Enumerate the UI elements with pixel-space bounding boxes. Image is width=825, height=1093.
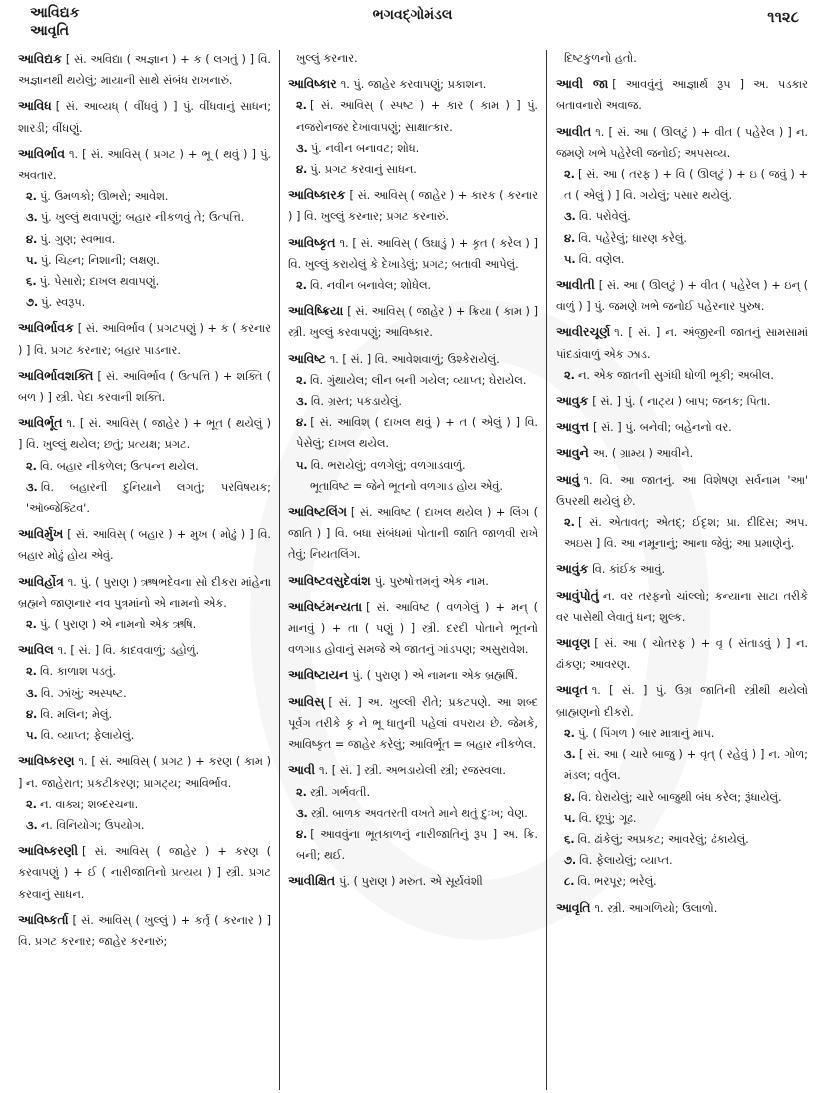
sense-text: પું. સ્વરૂપ. xyxy=(41,296,86,310)
definition: પું. ( પુરાણ ) મરુત. એ સૂર્યવંશી xyxy=(339,875,483,889)
guide-word-last: આવૃતિ xyxy=(30,23,69,39)
dictionary-entry xyxy=(556,274,808,317)
definition: [ સં. આવિસ્ ( ખુલ્લું ) + કર્તૃ ( કરનાર ) ] વિ. પ્રગટ કરનાર; જાહેર કરનારું; xyxy=(18,913,271,948)
definition: ૧. [ સં. ] વિ. આવેશવાળું; ઉશ્કેરાયેલું. xyxy=(329,352,500,366)
sense-text: વિ. વ્યાપ્ત; ફેલાયેલું. xyxy=(40,729,135,743)
headword: આવિષ્કાર xyxy=(288,76,337,92)
sense-text: વિ. ઝાંખું; અસ્પષ્ટ. xyxy=(40,686,127,700)
headword: આવિર્ભાવશક્તિ xyxy=(18,367,94,383)
usage-example: ભૂતાવિષ્ટ = જેને ભૂતનો વળગાડ હોય એવું. xyxy=(310,479,503,493)
sense xyxy=(296,159,538,180)
definition: [ સં. અવિદ્યા ( અજ્ઞાન ) + ક ( લગતું ) ] વિ. અજ્ઞાનથી થયેલું; માયાની સાથે સંબંધ રાખનારું. xyxy=(18,53,271,88)
dictionary-entry xyxy=(288,184,538,227)
definition: [ સં. આવિસ્ ( જાહેર ) + કરણ ( કરવાપણું ) + ઈ ( નારીજાતિનો પ્રત્યય ) ] સ્ત્રી. પ્રગટ કરવાનું સાધન. xyxy=(18,845,271,901)
dictionary-entry xyxy=(18,750,271,836)
sense-text: વિ. ભરપૂર; ભરેલું. xyxy=(577,875,657,889)
dictionary-entry xyxy=(18,571,271,636)
sense xyxy=(564,850,808,871)
sense-number: ૨. xyxy=(564,726,575,740)
sense-text: વિ. ફેલાયેલું; વ્યાપ્ત. xyxy=(579,854,673,868)
sense-text: વિ. વણેલ. xyxy=(578,252,625,266)
sense-number: ૪. xyxy=(26,232,38,246)
dictionary-entry xyxy=(556,897,808,919)
sense xyxy=(564,164,808,206)
sense xyxy=(564,787,808,808)
sense-number: ૭. xyxy=(26,296,39,310)
sense xyxy=(564,744,808,786)
headword: આવીતી xyxy=(556,277,595,293)
sense-text: [ સં. આ ( ચારે બાજુ ) + વૃત્ ( રહેવું ) ] ન. ગોળ; મંડલ; વર્તુલ. xyxy=(564,748,808,783)
headword: આવૃણ xyxy=(556,635,591,651)
definition: ૧. [ સં. ] ન. અંજીરની જાતનું સામસામાં પાંદડાંવાળું એક ઝાડ. xyxy=(556,326,808,361)
headword: આવિર્ભૂત xyxy=(18,415,63,431)
dictionary-entry xyxy=(288,759,538,866)
dictionary-entry xyxy=(556,469,808,555)
sense-text: વિ. ગુંથાયેલ; લીન બની ગયેલ; વ્યાપ્ત; ઘેરાયેલ. xyxy=(309,373,527,387)
sense-text: પું. ખુલ્લું થવાપણું; બહાર નીકળવું તે; ઉત્પત્તિ. xyxy=(40,211,245,225)
definition: [ સં. આવિષ્ટ ( દાખલ થયેલ ) + લિંગ ( જાતિ ) ] વિ. બધા સંબંધમાં પોતાની જાતિ જાળવી રાખે તેવું; નિયતલિંગ. xyxy=(288,506,538,562)
sense-number: ૨. xyxy=(26,618,37,632)
sense xyxy=(564,871,808,892)
sense-text: વિ. છૂપું; ગૂઢ. xyxy=(578,811,637,825)
definition: ૧. પું. જાહેર કરવાપણું; પ્રકાશન. xyxy=(340,78,487,92)
sense-number: ૫. xyxy=(564,252,576,266)
headword: આવિષ્કૃત xyxy=(288,234,336,250)
headword: આવિર્ભાવ xyxy=(18,145,65,161)
headword: આવુક xyxy=(556,393,589,409)
sense-number: ૩. xyxy=(26,818,38,832)
sense-text: વિ. નવીન બનાવેલ; શોધેલ. xyxy=(309,279,432,293)
headword: આવિષ્ક્રિયા xyxy=(288,303,344,319)
dictionary-entry xyxy=(288,73,538,180)
dictionary-entry xyxy=(556,679,808,892)
sense xyxy=(296,138,538,159)
definition: ૧. વિ. આ જાતનું. આ વિશેષણ સર્વનામ 'આ' ઉપરથી થયેલું છે. xyxy=(556,473,808,508)
sense xyxy=(296,95,538,137)
dictionary-entry xyxy=(556,121,808,270)
sense-number: ૩. xyxy=(26,686,38,700)
sense-number: ૩. xyxy=(26,480,38,494)
sense-text: ન. વિનિયોગ; ઉપયોગ. xyxy=(40,818,145,832)
sense-text: પું. ( પિંગળ ) બાર માત્રાનું માપ. xyxy=(577,726,715,740)
definition: [ આવવુંનું આજ્ઞાર્થ રૂપ ] અ. પડકાર બતાવનારો અવાજ. xyxy=(556,78,808,113)
dictionary-entry xyxy=(556,632,808,675)
sense xyxy=(296,275,538,296)
running-title: ભગવદ્ગોમંડલ xyxy=(372,7,453,23)
sense-text: [ સં. એતાવત્; એતદ્; ઈદૃશ; પ્રા. દીદિસ; અપ. અઇસ ] વિ. આ નમૂનાનું; આના જેવું; આ પ્રમાણેનું. xyxy=(564,516,808,551)
sense-text: વિ. મલિન; મેલું. xyxy=(40,707,113,721)
sense-text: વિ. ઢાંકેલું; અપ્રકટ; આવરેલું; ઢંકાયેલું. xyxy=(577,832,749,846)
sense-text: પું. ( પુરાણ ) એ નામનો એક ઋષિ. xyxy=(39,618,197,632)
entry-continuation: ખુલ્લું કરનાર. xyxy=(296,52,358,65)
sense-number: ૨. xyxy=(296,99,307,113)
sense xyxy=(26,456,271,477)
sense xyxy=(564,249,808,270)
dictionary-entry xyxy=(288,596,538,661)
page-header xyxy=(0,0,825,46)
dictionary-entry xyxy=(288,300,538,343)
sense xyxy=(26,229,271,250)
sense-number: ૨. xyxy=(564,516,575,530)
sense-text: પું. નવીન બનાવટ; શોધ. xyxy=(310,141,420,155)
sense-number: ૪. xyxy=(564,790,576,804)
sense xyxy=(26,250,271,271)
sense-number: ૨. xyxy=(296,373,307,387)
definition: ૧. [ સં. આવિસ્ ( જાહેર ) + ભૂત ( થયેલું ) ] વિ. ખુલ્લું થયેલ; છતું; પ્રત્યક્ષ; પ્રગટ. xyxy=(18,417,271,452)
definition: અ. ( ગ્રામ્ય ) આવીને. xyxy=(592,447,694,461)
headword: આવિષ્ટંમન્યતા xyxy=(288,598,363,614)
headword: આવીરચૂર્ણ xyxy=(556,324,611,340)
headword: આવૃત xyxy=(556,682,588,698)
sense-text: ન. એક જાતની સુગંધી ધોળી ભૂકી; અબીલ. xyxy=(577,368,774,382)
column-divider xyxy=(279,50,280,1090)
headword: આવુંક xyxy=(556,561,589,577)
sense-number: ૨. xyxy=(26,459,37,473)
guide-word-first: આવિદ્યક xyxy=(30,5,80,21)
headword: આવુંપોતું xyxy=(556,587,599,603)
headword: આવુને xyxy=(556,445,589,461)
dictionary-entry xyxy=(18,317,271,360)
headword: આવી જા xyxy=(556,76,609,92)
sense xyxy=(564,723,808,744)
sense-number: ૩. xyxy=(296,141,308,155)
sense-number: ૪. xyxy=(296,416,308,430)
sense-text: વિ. પહેરેલું; ધારણ કરેલું. xyxy=(578,231,687,245)
headword: આવિર્ભાવક xyxy=(18,320,74,336)
sense-number: ૮. xyxy=(564,875,575,889)
dictionary-entry xyxy=(556,390,808,412)
sense-number: ૭. xyxy=(564,854,577,868)
dictionary-entry xyxy=(18,48,271,91)
sense xyxy=(296,391,538,412)
definition: [ સં. ] અ. ખુલ્લી રીતે; પ્રકટપણે. આ શબ્દ પૂર્વગ તરીકે કૃ ને ભૂ ધાતુની પહેલાં વપરાય છે. જેમકે, આવિષ્કૃત = જાહેર કરેલું; આવિર્ભૂત = બહાર નીકળેલ. xyxy=(288,695,538,752)
sense-text: [ સં. આવિસ્ ( સ્પષ્ટ ) + કાર ( કામ ) ] પું. નજરોનજર દેખાવાપણું; સાક્ષાત્કાર. xyxy=(296,99,538,134)
definition: [ સં. આવિસ્ ( જાહેર ) + કારક ( કરનાર ) ] વિ. ખુલ્લું કરનાર; પ્રગટ કરનારું. xyxy=(288,189,538,224)
definition: પું. ( પુરાણ ) એ નામના એક બ્રહ્મર્ષિ. xyxy=(352,669,518,683)
dictionary-entry xyxy=(556,73,808,116)
sense xyxy=(296,803,538,824)
sense-text: વિ. ઘેરાયેલું; ચારે બાજુથી બંધ કરેલ; રૂંધાયેલું. xyxy=(578,790,782,804)
sense-number: ૪. xyxy=(26,707,38,721)
sense-number: ૨. xyxy=(26,797,37,811)
definition: [ સં. ] પું. બનેવી; બહેનનો વર. xyxy=(592,421,732,435)
sense-number: ૩. xyxy=(296,395,308,409)
sense xyxy=(564,206,808,227)
headword: આવિસ્ xyxy=(288,693,325,709)
sense xyxy=(296,412,538,454)
sense-number: ૬. xyxy=(26,275,37,289)
definition: [ સં. આ ( ચોતરફ ) + વૃ ( સંતાડવું ) ] ન. ઢાંકણ; આવરણ. xyxy=(556,637,808,672)
sense-number: ૫. xyxy=(26,253,38,267)
sense xyxy=(564,808,808,829)
dictionary-entry xyxy=(18,639,271,746)
sense-text: વિ. ભરાયેલું; વળગેલું; વળગાડવાળું. xyxy=(310,458,466,472)
dictionary-entry xyxy=(288,232,538,297)
dictionary-entry xyxy=(556,321,808,386)
definition: [ સં. આવિષ્ટ ( વળગેલું ) + મન્ ( માનવું ) + તા ( પણું ) ] સ્ત્રી. દરદી પોતાને ભૂતનો વળગાડ હોવાનું સમજે એ જાતનું ગાંડપણ; અસુરાવેશ. xyxy=(288,600,538,657)
sense-text: વિ. બહાર નીકળેલ; ઉત્પન્ન થયેલ. xyxy=(39,459,199,473)
dictionary-entry xyxy=(556,558,808,580)
column-divider xyxy=(546,50,547,1090)
dictionary-entry xyxy=(18,909,271,952)
sense-number: ૩. xyxy=(26,211,38,225)
definition: ૧. [ સં. ] વિ. કાદવવાળું; ડહોળું. xyxy=(57,644,200,658)
sense-number: ૪. xyxy=(296,827,308,841)
sense-text: પું. ચિહ્ન; નિશાની; લક્ષણ. xyxy=(40,253,160,267)
headword: આવિષ્કરણી xyxy=(18,843,78,859)
definition: [ સં. આવિસ્ ( જાહેર ) + ક્રિયા ( કામ ) ] સ્ત્રી. ખુલ્લું કરવાપણું; આવિષ્કાર. xyxy=(288,305,538,340)
sense xyxy=(26,271,271,292)
sense-text: વિ. ગ્રસ્ત; પકડાયેલું. xyxy=(310,395,402,409)
sense-number: ૫. xyxy=(296,458,308,472)
headword: આવિષ્કરણ xyxy=(18,753,75,769)
sense-text: પું. પેસારો; દાખલ થવાપણું. xyxy=(39,275,160,289)
dictionary-entry xyxy=(288,570,538,592)
sense-number: ૨. xyxy=(296,279,307,293)
sense xyxy=(26,794,271,815)
dictionary-entry xyxy=(18,365,271,408)
definition: [ સં. આવ્યધ્ ( વીંધવું ) ] પું. વીંધવાનું સાધન; શારડી; વીંધણું. xyxy=(18,100,271,135)
page-number: ૧૧૨૮ xyxy=(767,8,799,26)
headword: આવું xyxy=(556,471,580,487)
dictionary-columns xyxy=(0,48,825,1088)
headword: આવુત્ત xyxy=(556,419,589,435)
sense-text: [ સં. આ ( તરફ ) + વિ ( ઊલટું ) + ઇ ( જવું ) + ત ( એલું ) ] વિ. ગયેલું; પસાર થયેલું. xyxy=(564,168,808,203)
headword: આવિષ્કારક xyxy=(288,187,346,203)
dictionary-entry xyxy=(288,348,538,497)
dictionary-entry xyxy=(18,523,271,566)
headword: આવી xyxy=(288,762,316,778)
sense-number: ૩. xyxy=(564,748,576,762)
dictionary-entry xyxy=(556,585,808,628)
sense-text: પું. ઉમળકો; ઊભરો; આવેશ. xyxy=(39,190,169,204)
sense xyxy=(26,815,271,836)
dictionary-entry xyxy=(288,501,538,566)
sense-text: [ સં. આવિશ્ ( દાખલ થવું ) + ત ( એલું ) ] વિ. પેસેલું; દાખલ થયેલ. xyxy=(296,416,538,451)
dictionary-entry xyxy=(288,664,538,686)
column-2 xyxy=(288,48,538,1048)
definition: [ સં. આવિસ્ ( બહાર ) + મુખ ( મોઢું ) ] વિ. બહાર મોઢું હોય એવું. xyxy=(18,528,271,563)
headword: આવિષ્ટવસુદેવાંશ xyxy=(288,572,371,588)
headword: આવીક્ષિત xyxy=(288,873,336,889)
column-3 xyxy=(556,48,808,1048)
headword: આવિષ્ટાયન xyxy=(288,667,349,683)
sense xyxy=(296,370,538,391)
sense xyxy=(564,365,808,386)
headword: આવિર્હોત્ર xyxy=(18,573,64,589)
definition: ૧. સ્ત્રી. આગળિયો; ઉલાળો. xyxy=(594,901,718,915)
sense-text: સ્ત્રી. ગર્ભવતી. xyxy=(309,785,371,799)
definition: [ સં. આ ( ઊલટું ) + વીત ( પહેરેલ ) + ઇન્ ( વાળું ) ] પું. જમણે ખભે જનોઈ પહેરનાર પુરુષ. xyxy=(556,279,808,314)
dictionary-entry xyxy=(556,416,808,438)
definition: ૧. [ સં. આવિસ્ ( ઉઘાડું ) + કૃત ( કરેલ ) ] વિ. ખુલ્લું કરાયેલું કે દેખાડેલું; પ્રગટ; બતાવી આપેલું. xyxy=(288,236,538,271)
sense xyxy=(26,704,271,725)
sense-text: પું. ગુણ; સ્વભાવ. xyxy=(40,232,116,246)
sense xyxy=(26,683,271,704)
headword: આવિર્મુખ xyxy=(18,526,64,542)
headword: આવિદ્યક xyxy=(18,51,62,66)
sense xyxy=(26,207,271,228)
headword: આવિલ xyxy=(18,642,54,658)
headword: આવીત xyxy=(556,123,592,139)
sense xyxy=(296,455,538,476)
sense-number: ૨. xyxy=(564,368,575,382)
definition: [ સં. આવિર્ભાવ ( ઉત્પત્તિ ) + શક્તિ ( બળ ) ] સ્ત્રી. પેદા કરવાની શક્તિ. xyxy=(18,369,271,405)
sense-number: ૫. xyxy=(564,811,576,825)
sense-text: ન. વાક્ય; શબ્દરચના. xyxy=(39,797,139,811)
dictionary-entry xyxy=(288,691,538,756)
sense xyxy=(26,614,271,635)
dictionary-entry xyxy=(556,442,808,464)
definition: ન. વર તરફનો ચાંલ્લો; કન્યાના સાટા તરીકે વર પાસેથી લેવાતું ધન; શુલ્ક. xyxy=(556,589,808,624)
dictionary-entry xyxy=(18,840,271,905)
sense xyxy=(296,824,538,866)
headword: આવૃતિ xyxy=(556,899,591,915)
definition: ૧. [ સં. ] પું. ઉગ્ર જાતિની સ્ત્રીથી થયેલો બ્રાહ્મણનો દીકરો. xyxy=(556,684,808,719)
definition: ૧. [ સં. આવિસ્ ( પ્રગટ ) + ભૂ ( થવું ) ] પું. અવતાર. xyxy=(18,147,271,183)
definition: [ સં. ] પું. ( નાટ્ય ) બાપ; જનક; પિતા. xyxy=(592,395,771,409)
definition: વિ. કાંઈક આવું. xyxy=(592,563,666,577)
sense-number: ૩. xyxy=(564,210,576,224)
sense-number: ૪. xyxy=(564,231,576,245)
dictionary-entry xyxy=(18,95,271,138)
headword: આવિધ xyxy=(18,98,52,114)
sense-text: વિ. પરોવેલું. xyxy=(578,210,631,224)
sense-number: ૪. xyxy=(296,163,308,177)
sense xyxy=(296,782,538,803)
sense-number: ૨. xyxy=(26,665,37,679)
dictionary-entry xyxy=(288,870,538,892)
sense-number: ૬. xyxy=(564,832,575,846)
sense xyxy=(564,228,808,249)
sense-text: વિ. કાળાશ પડતું. xyxy=(39,665,116,679)
sense-number: ૨. xyxy=(26,190,37,204)
headword: આવિષ્ટલિંગ xyxy=(288,504,347,520)
sense-text: [ આવવુંના ભૂતકાળનું નારીજાતિનું રૂપ ] અ. ક્રિ. બની; થઈ. xyxy=(296,827,538,863)
dictionary-entry xyxy=(18,143,271,314)
column-1 xyxy=(18,48,271,1048)
dictionary-entry xyxy=(18,412,271,519)
entry-continuation: દિષ્ટકુળનો હતો. xyxy=(564,52,637,65)
sense-number: ૩. xyxy=(296,806,308,820)
sense xyxy=(564,829,808,850)
sense-number: ૫. xyxy=(26,729,38,743)
definition: ૧. [ સં. ] સ્ત્રી. અભડાયેલી સ્ત્રી; રજસ્વલા. xyxy=(319,764,506,778)
definition: ૧. [ સં. આ ( ઊલટું ) + વીત ( પહેરેલ ) ] ન. જમણે ખભે પહેરેલી જનોઈ; અપસવ્ય. xyxy=(556,125,808,160)
definition: ૧. [ સં. આવિસ્ ( પ્રગટ ) + કરણ ( કામ ) ] ન. જાહેરાત; પ્રકટીકરણ; પ્રાગટ્ય; આવિર્ભાવ. xyxy=(18,755,271,790)
sense-number: ૨. xyxy=(564,168,575,182)
definition: ૧. પું. ( પુરાણ ) ઋષભદેવના સો દીકરા માંહેના બ્રહ્મને જાણનાર નવ પુત્રમાંનો એ નામનો એક. xyxy=(18,575,271,610)
sense-number: ૨. xyxy=(296,785,307,799)
sense xyxy=(26,725,271,746)
headword: આવિષ્કર્તા xyxy=(18,911,69,927)
sense-text: પું. પ્રગટ કરવાનું સાધન. xyxy=(310,163,417,177)
sense xyxy=(564,512,808,554)
sense xyxy=(26,186,271,207)
sense-text: વિ. બહારની દુનિયાને લગતું; પરવિષયક; 'ઑબ્જેક્ટિવ'. xyxy=(26,480,271,516)
definition: પું. પુરુષોત્તમનું એક નામ. xyxy=(374,574,489,588)
sense xyxy=(26,292,271,313)
definition: [ સં. આવિર્ભાવ ( પ્રગટપણું ) + ક ( કરનાર ) ] વિ. પ્રગટ કરનાર; બહાર પાડનાર. xyxy=(18,322,271,357)
sense-text: સ્ત્રી. બાળક અવતરતી વખતે માને થતું દુઃખ; વેણ. xyxy=(310,806,528,820)
sense xyxy=(26,661,271,682)
headword: આવિષ્ટ xyxy=(288,350,326,366)
sense xyxy=(26,477,271,519)
